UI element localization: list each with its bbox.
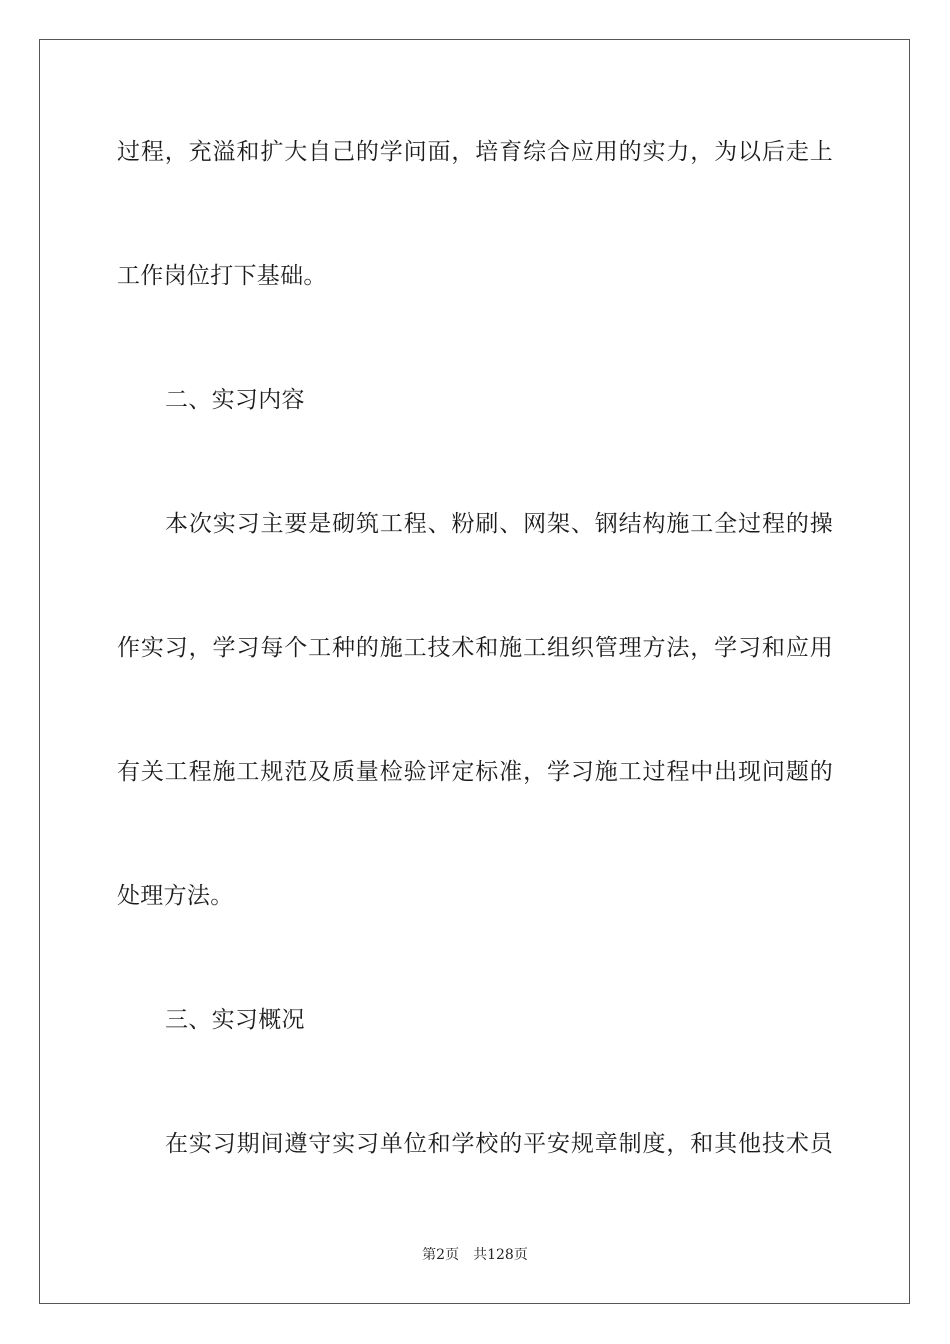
body-text-line: 工作岗位打下基础。 (117, 263, 327, 289)
body-text-line: 处理方法。 (117, 883, 234, 909)
body-text-line: 有关工程施工规范及质量检验评定标准，学习施工过程中出现问题的 (117, 759, 833, 785)
section-heading: 三、实习概况 (165, 1007, 305, 1033)
body-text-line: 作实习，学习每个工种的施工技术和施工组织管理方法，学习和应用 (117, 635, 833, 661)
page-total: 共128页 (473, 1247, 528, 1263)
page-footer (0, 1246, 950, 1264)
body-text-line: 过程，充溢和扩大自己的学问面，培育综合应用的实力，为以后走上 (117, 139, 833, 165)
section-heading: 二、实习内容 (165, 387, 305, 413)
body-text-line: 在实习期间遵守实习单位和学校的平安规章制度，和其他技术员 (165, 1131, 833, 1157)
page-number: 第2页 (422, 1247, 460, 1263)
body-text-line: 本次实习主要是砌筑工程、粉刷、网架、钢结构施工全过程的操 (165, 511, 833, 537)
page-border (39, 39, 910, 1304)
